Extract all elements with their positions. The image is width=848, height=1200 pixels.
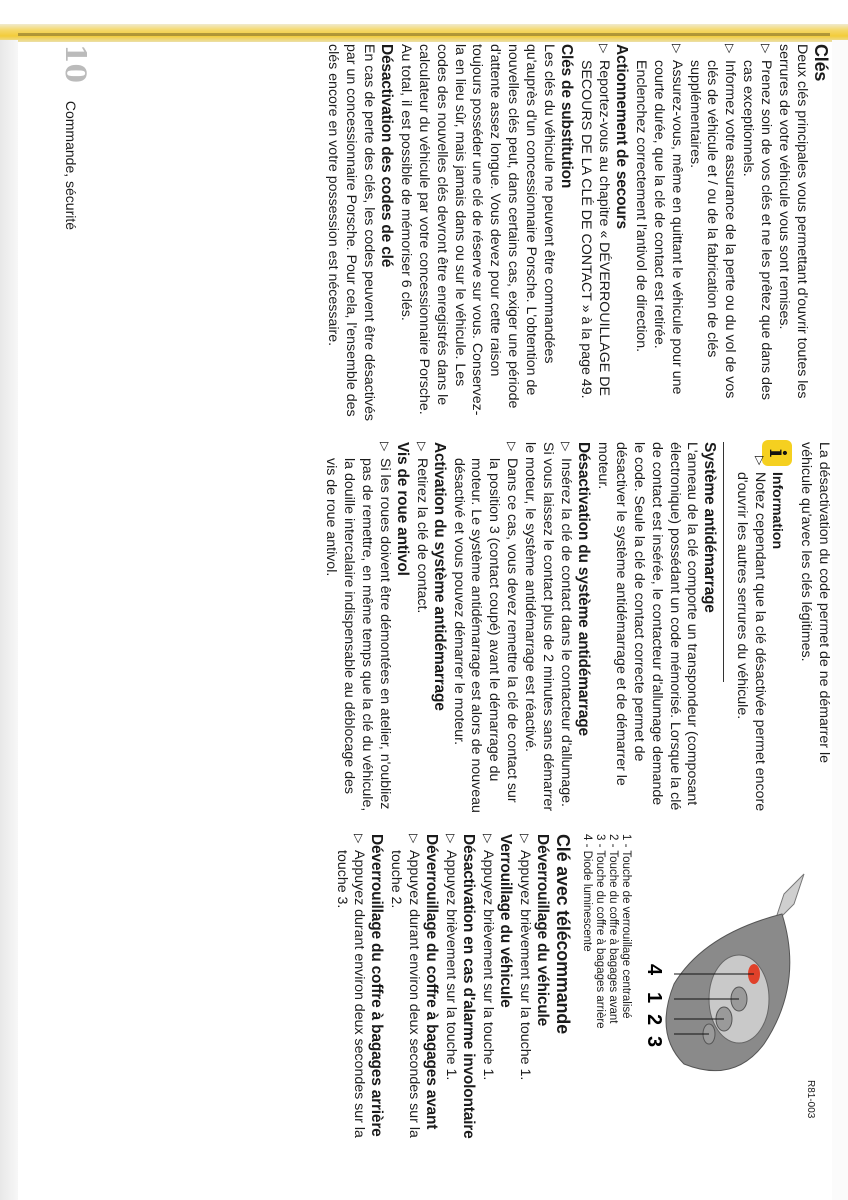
binding-gutter (0, 40, 18, 1200)
front-trunk-bullet: ▷ Appuyez durant environ deux secondes sur la touche 2. (386, 834, 422, 1174)
manual-page (24, 44, 832, 1194)
information-icon: i (762, 440, 792, 466)
lock-bullet: ▷ Appuyez brièvement sur la touche 1. (478, 834, 496, 1174)
unlock-bullet: ▷ Appuyez brièvement sur la touche 1. (515, 834, 533, 1174)
immobilizer-text: L'anneau de la clé comporte un transpondeur (composant électronique) possédant un code mémorisé. Lorsque la clé de contact est insérée, le contacteur d'allumage demande le code. Seule la clé de contact correcte permet de désactiver le système antidémarrage et de démarrer le moteur. (594, 442, 701, 811)
key-caption-2: 2 - Touche du coffre à bagages avant (607, 834, 619, 1024)
page-footer (59, 44, 92, 230)
remote-key-title: Clé avec télécommande (553, 834, 573, 1034)
image-reference: R81-003 (805, 1080, 816, 1119)
replacement-heading: Clés de substitution (558, 44, 576, 189)
keys-bullet-3-extra: Enclenchez correctement l'antivol de direction. (632, 60, 649, 353)
column-immobilizer (321, 442, 832, 814)
alarm-bullet: ▷ Appuyez brièvement sur la touche 1. (441, 834, 459, 1174)
deactivate-immobilizer-heading: Désactivation du système antidémarrage (575, 442, 593, 736)
emergency-bullet: ▷ Reportez-vous au chapitre « DÉVERROUILLAGE DE SECOURS DE LA CLÉ DE CONTACT » à la page 49. (576, 44, 612, 424)
remote-key-illustration (636, 834, 824, 1119)
callout-label-4: 4 (643, 964, 665, 976)
wheel-lock-heading: Vis de roue antivol (393, 442, 411, 576)
unlock-heading: Déverrouillage du véhicule (534, 834, 551, 1027)
lock-heading: Verrouillage du véhicule (497, 834, 515, 1008)
callout-label-2: 2 (643, 1014, 665, 1026)
code-deactivation-text: En cas de perte des clés, les codes peuvent être désactivés par un concessionnaire Porsche. Pour cela, l'ensemble des clés encore en votre possession est nécessaire. (325, 44, 377, 421)
keys-bullet-3: ▷ Assurez-vous, même en quittant le véhicule pour une courte durée, que la clé de contact est retirée. (649, 44, 685, 424)
keys-intro: Deux clés principales vous permettant d'ouvrir toutes les serrures de votre véhicule vous sont remises. (776, 44, 810, 399)
information-divider (723, 442, 724, 682)
emergency-heading: Actionnement de secours (612, 44, 630, 229)
wheel-lock-bullet: ▷ Si les roues doivent être démontées en atelier, n'oubliez pas de remettre, en même temps que la clé du véhicule, la douille intercalaire indispensable au déblocage des vis de roue antivol. (321, 442, 393, 814)
restart-bullet: ▷ Dans ce cas, vous devez remettre la clé de contact sur la position 3 (contact coupé) avant le démarrage du moteur. Le système antidémarrage est alors de nouveau désactivé et vous pouvez démarrer le moteur. (449, 442, 521, 814)
alarm-heading: Désactivation en cas d'alarme involontaire (460, 834, 478, 1139)
callout-label-3: 3 (643, 1036, 665, 1048)
deactivate-immobilizer-bullet: ▷ Insérez la clé de contact dans le contacteur d'allumage. (556, 442, 574, 814)
front-trunk-heading: Déverrouillage du coffre à bagages avant (423, 834, 441, 1130)
deactivation-continued: La désactivation du code permet de ne démarrer le véhicule qu'avec les clés légitimes. (798, 442, 832, 763)
two-minutes-text: Si vous laissez le contact plus de 2 minutes sans démarrer le moteur, le système antidémarrage est réactivé. (522, 442, 557, 812)
keys-bullet-2: ▷ Informez votre assurance de la perte ou du vol de vos clés de véhicule et / ou de la fabrication de clés supplémentaires. (685, 44, 739, 424)
rear-trunk-heading: Déverrouillage du coffre à bagages arrière (368, 834, 386, 1137)
rotated-page-content (24, 44, 832, 1194)
header-rule (18, 33, 830, 36)
key-caption-4: 4 - Diode luminescente (581, 834, 593, 952)
key-caption-1: 1 - Touche de verrouillage centralisé (620, 834, 632, 1019)
page-edge (832, 40, 848, 1200)
information-box (723, 442, 791, 814)
callout-label-1: 1 (643, 992, 665, 1004)
code-deactivation-heading: Désactivation des codes de clé (377, 44, 395, 268)
immobilizer-heading: Système antidémarrage (701, 442, 719, 613)
replacement-text: Les clés du véhicule ne peuvent être commandées qu'auprès d'un concessionnaire Porsche. L'obtention de nouvelles clés peut, dans certains cas, exiger une période d'attente assez longue. Vous devez pour cette raison toujours posséder une clé de réserve sur vous. Conservez-la en lieu sûr, mais jamais dans ou sur le véhicule. Les codes des nouvelles clés devront être enregistrés dans le calculateur du véhicule par votre concessionnaire Porsche. Au total, il est possible de mémoriser 6 clés. (397, 44, 558, 416)
activate-immobilizer-bullet: ▷ Retirez la clé de contact. (412, 442, 430, 814)
column-keys (323, 44, 832, 424)
column-remote (332, 834, 632, 1174)
page-number: 10 (59, 44, 92, 83)
key-caption-3: 3 - Touche du coffre à bagages arrière (594, 834, 606, 1029)
section-name: Commande, sécurité (63, 100, 79, 231)
rear-trunk-bullet: ▷ Appuyez durant environ deux secondes sur la touche 3. (332, 834, 368, 1174)
information-heading: Information (770, 472, 787, 549)
information-bullet: ▷ Notez cependant que la clé désactivée permet encore d'ouvrir les autres serrures du véhicule. (732, 456, 768, 814)
keys-bullet-1: ▷ Prenez soin de vos clés et ne les prêtez que dans des cas exceptionnels. (738, 44, 774, 424)
keys-title: Clés (811, 44, 831, 82)
activate-immobilizer-heading: Activation du système antidémarrage (430, 442, 448, 711)
